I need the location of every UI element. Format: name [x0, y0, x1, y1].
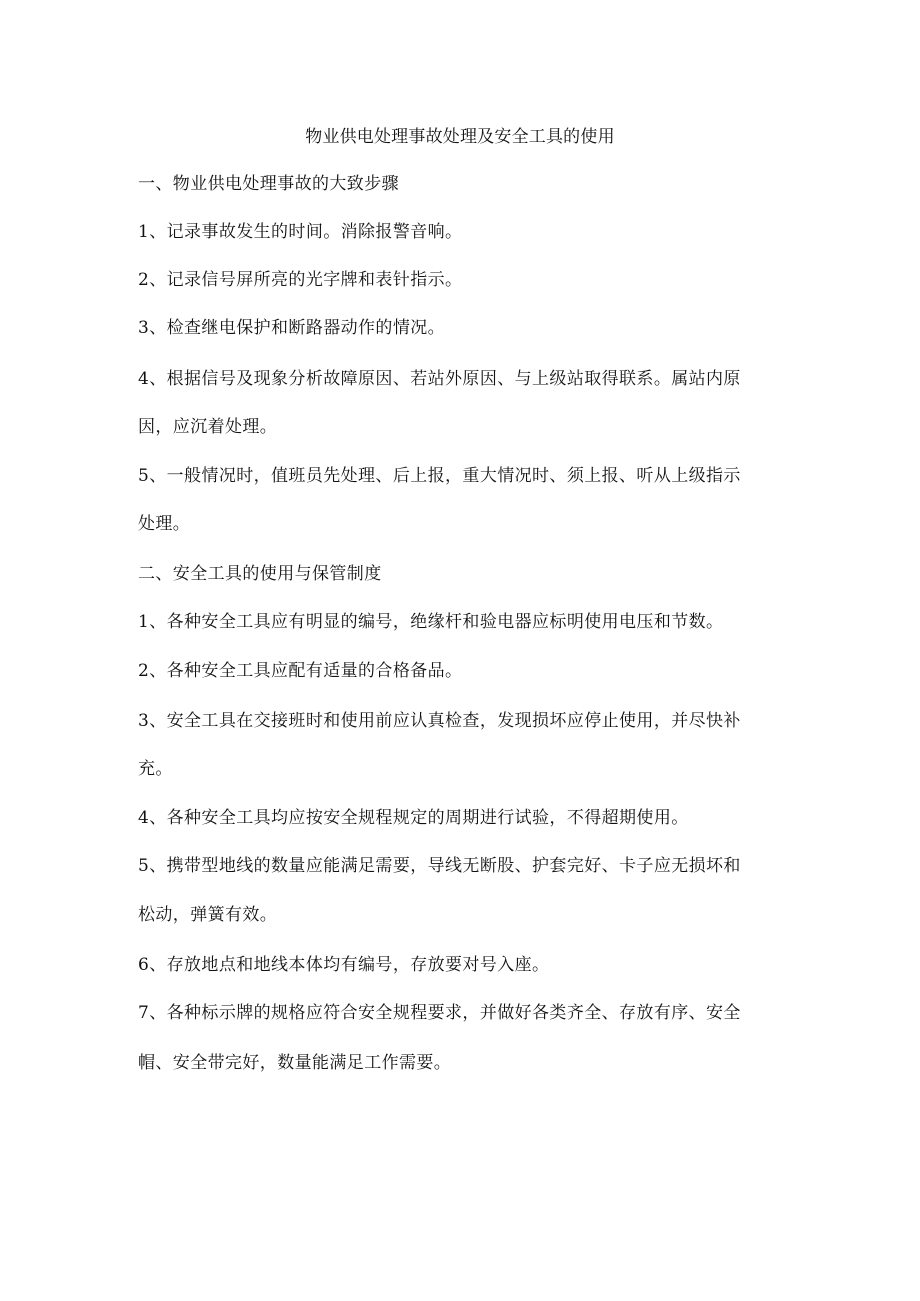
paragraph-line: 4、各种安全工具均应按安全规程规定的周期进行试验，不得超期使用。	[138, 808, 689, 828]
paragraph-line: 3、安全工具在交接班时和使用前应认真检查，发现损坏应停止使用，并尽快补	[138, 711, 741, 731]
paragraph-line: 因，应沉着处理。	[138, 417, 278, 437]
section-heading-1: 一、物业供电处理事故的大致步骤	[138, 174, 399, 194]
paragraph-line: 5、一般情况时，值班员先处理、后上报，重大情况时、须上报、听从上级指示	[138, 466, 741, 486]
paragraph-line: 2、各种安全工具应配有适量的合格备品。	[138, 661, 463, 681]
paragraph-line: 1、各种安全工具应有明显的编号，绝缘杆和验电器应标明使用电压和节数。	[138, 612, 724, 632]
paragraph-line: 5、携带型地线的数量应能满足需要，导线无断股、护套完好、卡子应无损坏和	[138, 856, 741, 876]
paragraph-line: 1、记录事故发生的时间。消除报警音响。	[138, 222, 463, 242]
paragraph-line: 松动，弹簧有效。	[138, 905, 278, 925]
paragraph-line: 3、检查继电保护和断路器动作的情况。	[138, 318, 446, 338]
paragraph-line: 充。	[138, 759, 173, 779]
paragraph-line: 7、各种标示牌的规格应符合安全规程要求，并做好各类齐全、存放有序、安全	[138, 1003, 741, 1023]
paragraph-line: 2、记录信号屏所亮的光字牌和表针指示。	[138, 270, 463, 290]
paragraph-line: 帽、安全带完好，数量能满足工作需要。	[138, 1053, 452, 1073]
section-heading-2: 二、安全工具的使用与保管制度	[138, 564, 382, 584]
paragraph-line: 处理。	[138, 514, 191, 534]
paragraph-line: 4、根据信号及现象分析故障原因、若站外原因、与上级站取得联系。属站内原	[138, 369, 741, 389]
paragraph-line: 6、存放地点和地线本体均有编号，存放要对号入座。	[138, 955, 550, 975]
document-title: 物业供电处理事故处理及安全工具的使用	[305, 127, 615, 147]
